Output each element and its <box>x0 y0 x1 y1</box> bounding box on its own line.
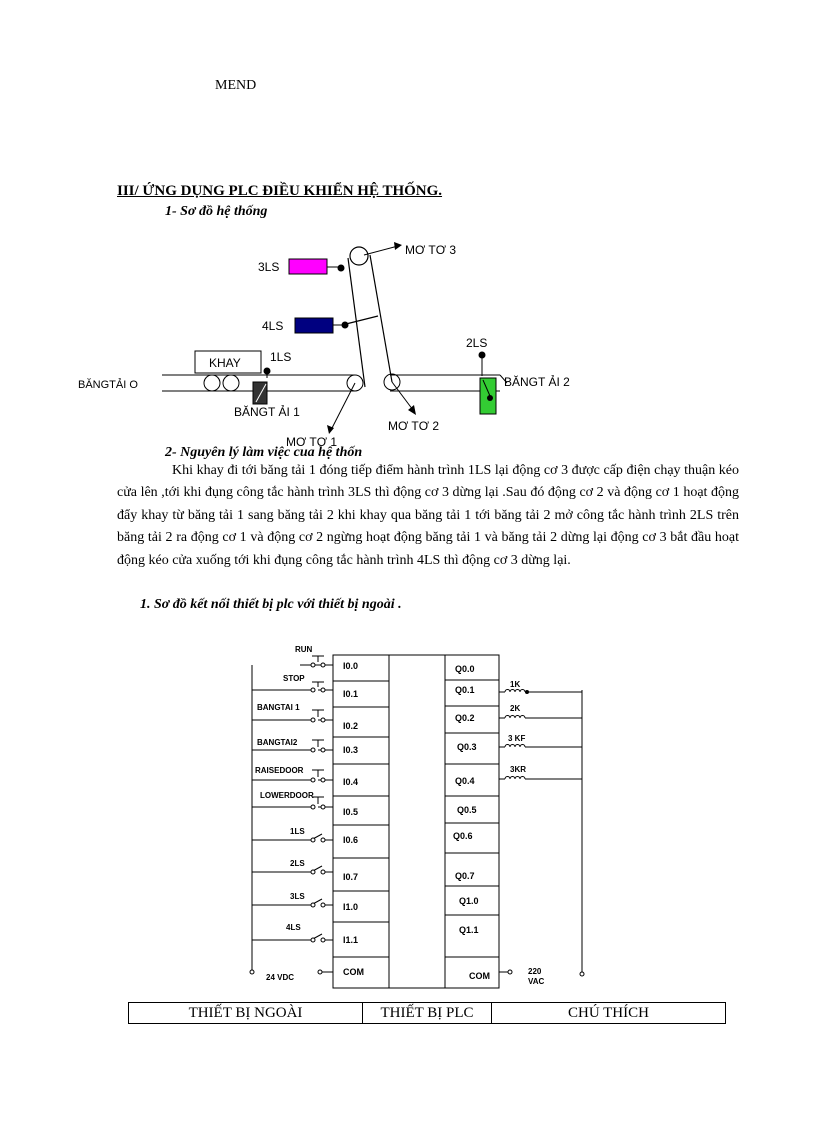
plc-input-label: I0.1 <box>343 689 359 699</box>
coil-label: 2K <box>510 704 521 713</box>
input-device-label: 4LS <box>286 923 301 932</box>
table-header-note: CHÚ THÍCH <box>492 1003 726 1024</box>
conveyor0-label: BĂNGTẢI O <box>78 379 138 391</box>
input-device-label: RAISEDOOR <box>255 766 304 775</box>
vdc-label: 24 VDC <box>266 973 295 982</box>
plc-input-label: I0.3 <box>343 745 359 755</box>
plc-com-in: COM <box>343 967 364 977</box>
subheading-principle: 2- Nguyên lý làm việc cua hệ thốn <box>165 445 363 460</box>
plc-input-label: I0.4 <box>343 777 359 787</box>
io-table <box>128 1002 726 1024</box>
principle-paragraph: Khi khay đi tới băng tải 1 đóng tiếp điểm hành trình 1LS lại động cơ 3 được cấp điện chạy thuận kéo cửa lên ,tới khi đụng công tắc hành trình 3LS thì động cơ 3 dừng lại .Sau đó động cơ 2 và động cơ 1 hoạt động đẩy khay từ băng tải 1 sang băng tải 2 khi khay qua băng tải 1 tới băng tải 2 mở công tắc hành trình 2LS trên băng tải 2 ra động cơ 1 và động cơ 2 ngừng hoạt động băng tải 1 và băng tải 2 dừng lại động cơ 3 bắt đầu hoạt động kéo cửa xuống tới khi đụng công tắc hành trình 4LS thì động cơ 3 dừng lại. <box>117 463 739 568</box>
plc-output-label: Q0.7 <box>455 871 475 881</box>
plc-output-label: Q0.4 <box>455 776 475 786</box>
label-3ls: 3LS <box>258 260 280 274</box>
page-header-mend: MEND <box>215 78 257 93</box>
input-device-label: BANGTAI 1 <box>257 703 300 712</box>
plc-output-label: Q0.0 <box>455 664 475 674</box>
input-device-label: 1LS <box>290 827 305 836</box>
motor1-arrow <box>331 383 355 430</box>
motor1-label: MƠ TƠ 1 <box>286 435 338 449</box>
input-device-label: LOWERDOOR <box>260 791 314 800</box>
vac-label-1: 220 <box>528 967 542 976</box>
conveyor2-label: BĂNGT ẢI 2 <box>504 375 570 389</box>
motor3-label: MƠ TƠ 3 <box>405 243 457 257</box>
plc-output-label: Q0.3 <box>457 742 477 752</box>
plc-input-label: I0.5 <box>343 807 359 817</box>
input-device-label: STOP <box>283 674 305 683</box>
plc-output-label: Q1.1 <box>459 925 479 935</box>
plc-input-label: I1.0 <box>343 902 359 912</box>
input-device-label: BANGTAI2 <box>257 738 298 747</box>
plc-input-label: I1.1 <box>343 935 359 945</box>
subheading-plc-connection: 1. Sơ đồ kết nối thiết bị plc với thiết bị ngoài . <box>140 597 402 612</box>
coil-label: 3 KF <box>508 734 526 743</box>
conveyor1-label: BĂNGT ẢI 1 <box>234 405 300 419</box>
limit-switch-4ls <box>295 318 333 333</box>
tray-label: KHAY <box>209 356 241 370</box>
plc-input-label: I0.0 <box>343 661 359 671</box>
table-row <box>129 1003 726 1024</box>
system-diagram <box>60 235 620 455</box>
plc-input-label: I0.2 <box>343 721 359 731</box>
door-conveyor <box>342 247 392 387</box>
table-header-plc: THIẾT BỊ PLC <box>363 1003 492 1024</box>
coil-label: 1K <box>510 680 521 689</box>
motor2-arrow <box>392 382 413 410</box>
conveyor-belts <box>162 374 500 391</box>
plc-wiring-diagram <box>240 640 600 995</box>
label-4ls: 4LS <box>262 319 284 333</box>
plc-com-out: COM <box>469 971 490 981</box>
motor3-arrow <box>364 246 398 255</box>
table-header-external: THIẾT BỊ NGOÀI <box>129 1003 363 1024</box>
limit-switch-3ls <box>289 259 327 274</box>
plc-input-label: I0.7 <box>343 872 359 882</box>
input-device-label: 3LS <box>290 892 305 901</box>
plc-output-label: Q1.0 <box>459 896 479 906</box>
vac-label-2: VAC <box>528 977 545 986</box>
subheading-system-diagram: 1- Sơ đồ hệ thống <box>165 204 268 219</box>
label-1ls: 1LS <box>270 350 292 364</box>
section-heading: III/ ỨNG DỤNG PLC ĐIỀU KHIỂN HỆ THỐNG. <box>117 183 443 199</box>
plc-output-label: Q0.1 <box>455 685 475 695</box>
input-device-label: 2LS <box>290 859 305 868</box>
label-2ls: 2LS <box>466 336 488 350</box>
input-device-label: RUN <box>295 645 313 654</box>
motor2-label: MƠ TƠ 2 <box>388 419 440 433</box>
plc-input-label: I0.6 <box>343 835 359 845</box>
plc-output-label: Q0.6 <box>453 831 473 841</box>
input-branches <box>252 656 582 972</box>
plc-output-label: Q0.2 <box>455 713 475 723</box>
coil-label: 3KR <box>510 765 527 774</box>
plc-output-label: Q0.5 <box>457 805 477 815</box>
